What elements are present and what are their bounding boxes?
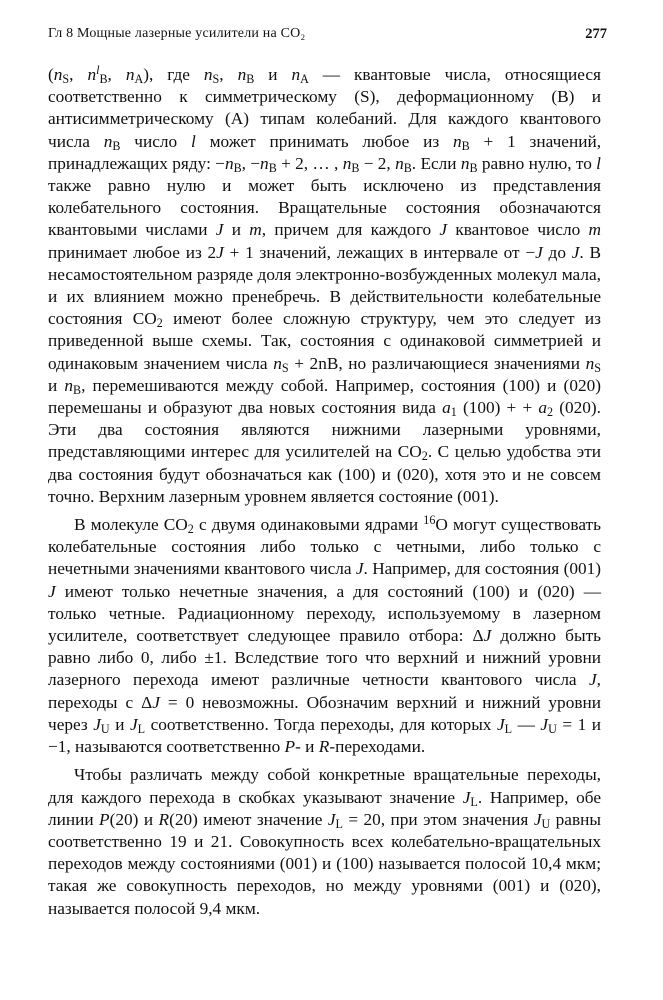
running-title: Гл 8 Мощные лазерные усилители на CO₂ [48,26,306,41]
paragraph: Чтобы различать между собой конкретные вращательные переходы, для каждого перехода в скобках указывают значение $J_L$. Например, обе линии P(20) и R(20) имеют значение $J_L = 20$, при этом значения $J_U$ равны соответственно 19 и 21. Совокупность всех колебательно-вращательных переходов между состояниями (001) и (100) называется полосой 10,4 мкм; такая же совокупность переходов, но между уровнями (001) и (020), называется полосой 9,4 мкм. [48,765,601,918]
page-number: 277 [585,26,607,42]
paragraph: ($n_S$, $n^l_B$, $n_A$), где $n_S$, $n_B$ и $n_A$ — квантовые числа, относящиеся соответственно к симметрическому (S), деформационному (B) и антисимметрическому (A) типам колебаний. Для каждого квантового числа $n_B$ число l может принимать любое из $n_B + 1$ значений, принадлежащих ряду: $-n_B$, $-n_B + 2$, … , $n_B - 2$, $n_B$. Если $n_B$ равно нулю, то l также равно нулю и может быть исключено из представления колебательного состояния. Вращательные состояния обозначаются квантовыми числами J и m, причем для каждого J квантовое число m принимает любое из 2J + 1 значений, лежащих в интервале от −J до J. В несамостоятельном разряде доля электронно-возбужденных молекул мала, и их влиянием можно пренебречь. В действительности колебательные состояния $CO_2$ имеют более сложную структуру, чем это следует из приведенной выше схемы. Так, состояния с одинаковой симметрией и одинаковым значением числа $n_S + 2nB$, но различающиеся значениями $n_S$ и $n_B$, перемешиваются между собой. Например, состояния (100) и (020) перемешаны и образуют два новых состояния вида $a_1$ (100) + + $a_2$ (020). Эти два состояния являются нижними лазерными уровнями, представляющими интерес для усилителей на $CO_2$. С целью удобства эти два состояния будут обозначаться как (100) и (020), хотя это и не совсем точно. Верхним лазерным уровнем является состояние (001). [48,63,602,506]
running-header [48,26,607,48]
page-body [48,64,601,920]
paragraph: В молекуле $CO_2$ с двумя одинаковыми ядрами $^{16}$O могут существовать колебательные состояния либо только с четными, либо только с нечетными значениями квантового числа J. Например, для состояния (001) J имеют только нечетные значения, а для состояний (100) и (020) — только четные. Радиационному переходу, используемому в лазерном усилителе, соответствует следующее правило отбора: ΔJ должно быть равно либо 0, либо ±1. Вследствие того что верхний и нижний уровни лазерного перехода имеют различные четности квантового числа J, переходы с ΔJ = 0 невозможны. Обозначим верхний и нижний уровни через $J_U$ и $J_L$ соответственно. Тогда переходы, для которых $J_L$ — $J_U = 1$ и −1, называются соответственно P- и R-переходами. [48,513,602,757]
